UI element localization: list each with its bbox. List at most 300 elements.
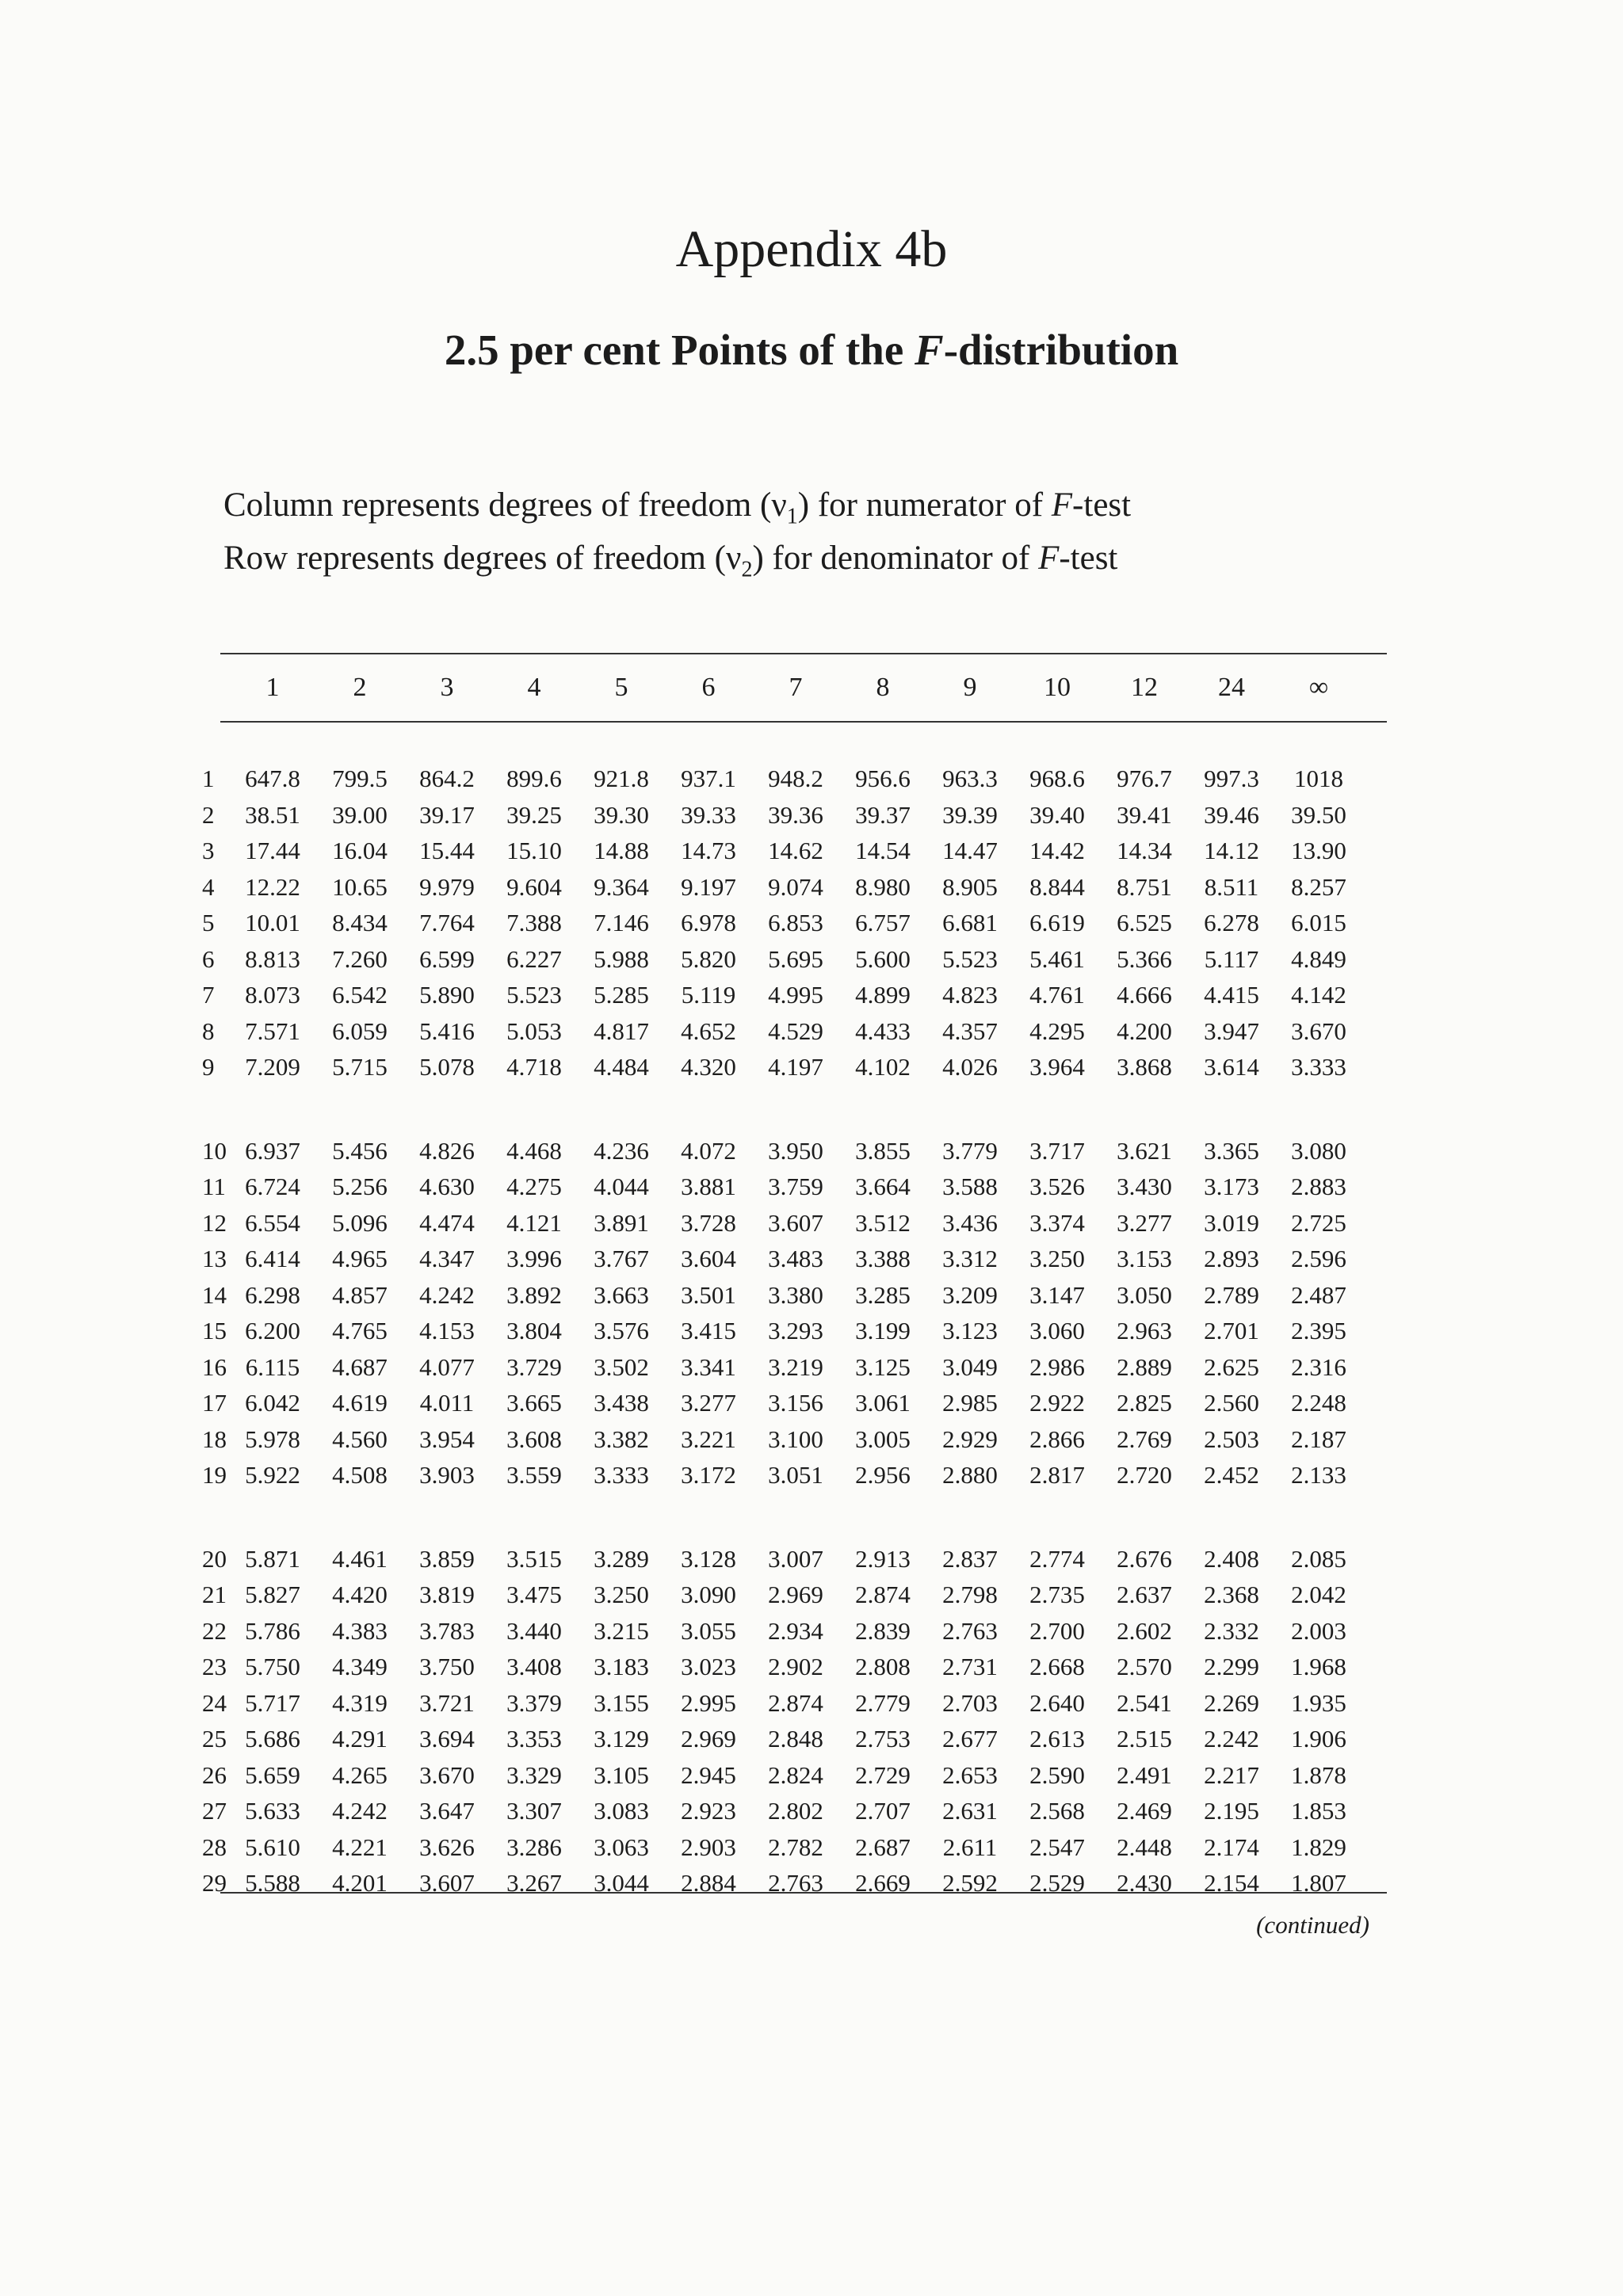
table-cell: 1.906 xyxy=(1291,1725,1346,1753)
table-cell: 864.2 xyxy=(419,765,475,792)
table-cell: 3.090 xyxy=(681,1581,736,1608)
table-cell: 2.945 xyxy=(681,1760,736,1789)
table-cell: 3.576 xyxy=(594,1317,649,1344)
top-rule xyxy=(220,653,1387,654)
table-cell: 2.487 xyxy=(1291,1280,1346,1309)
table-cell: 7.764 xyxy=(419,909,475,936)
table-row xyxy=(202,1865,1362,1901)
table-cell: 6.525 xyxy=(1117,909,1172,936)
table-cell: 6.542 xyxy=(332,981,388,1009)
table-cell: 3.049 xyxy=(942,1352,998,1381)
table-cell: 3.954 xyxy=(419,1425,475,1453)
table-cell: 2.763 xyxy=(768,1869,823,1897)
table-cell: 2.922 xyxy=(1029,1389,1085,1417)
column-header: 2 xyxy=(353,673,367,702)
table-cell: 3.061 xyxy=(855,1389,911,1417)
table-cell: 3.329 xyxy=(506,1760,562,1789)
table-cell: 6.853 xyxy=(768,909,823,936)
table-row xyxy=(202,1577,1362,1613)
table-cell: 3.779 xyxy=(942,1136,998,1165)
table-cell: 3.005 xyxy=(855,1425,911,1453)
table-cell: 3.621 xyxy=(1117,1136,1172,1165)
table-cell: 2.808 xyxy=(855,1653,911,1680)
table-cell: 3.868 xyxy=(1117,1053,1172,1081)
table-cell: 4.153 xyxy=(419,1317,475,1344)
column-header: 6 xyxy=(701,673,716,702)
table-cell: 2.187 xyxy=(1291,1425,1346,1453)
page-title: Appendix 4b xyxy=(675,220,948,278)
table-cell: 2.269 xyxy=(1204,1688,1259,1717)
table-cell: 3.892 xyxy=(506,1280,562,1309)
table-cell: 39.46 xyxy=(1204,800,1259,829)
table-cell: 647.8 xyxy=(245,765,300,792)
table-row xyxy=(202,1313,1362,1349)
table-cell: 3.173 xyxy=(1204,1173,1259,1200)
table-cell: 3.647 xyxy=(419,1797,475,1825)
table-cell: 963.3 xyxy=(942,765,998,792)
table-cell: 2.042 xyxy=(1291,1581,1346,1608)
table-cell: 4.291 xyxy=(332,1725,388,1753)
table-cell: 3.819 xyxy=(419,1581,475,1608)
block-spacer xyxy=(202,1085,1362,1133)
table-row xyxy=(202,977,1362,1013)
table-cell: 3.083 xyxy=(594,1797,649,1825)
table-cell: 10.01 xyxy=(245,909,300,936)
table-row xyxy=(202,1421,1362,1458)
table-cell: 3.060 xyxy=(1029,1317,1085,1344)
table-cell: 8.813 xyxy=(245,944,300,973)
table-row xyxy=(202,1277,1362,1314)
table-cell: 9.364 xyxy=(594,872,649,901)
table-cell: 15.10 xyxy=(506,837,562,864)
table-cell: 3.729 xyxy=(506,1352,562,1381)
table-cell: 3.512 xyxy=(855,1208,911,1237)
table-cell: 6.757 xyxy=(855,909,911,936)
table-cell: 4.529 xyxy=(768,1016,823,1045)
table-cell: 8.073 xyxy=(245,981,300,1009)
table-cell: 8.980 xyxy=(855,872,911,901)
table-cell: 948.2 xyxy=(768,765,823,792)
table-cell: 3.380 xyxy=(768,1280,823,1309)
table-cell: 3.215 xyxy=(594,1616,649,1645)
table-cell: 3.155 xyxy=(594,1688,649,1717)
table-cell: 39.40 xyxy=(1029,800,1085,829)
table-cell: 5.256 xyxy=(332,1173,388,1200)
table-cell: 5.988 xyxy=(594,944,649,973)
table-row xyxy=(202,1241,1362,1277)
table-cell: 4.461 xyxy=(332,1544,388,1573)
table-cell: 4.857 xyxy=(332,1280,388,1309)
spacer-cell xyxy=(202,1493,1362,1541)
row-header: 5 xyxy=(202,909,215,936)
table-cell: 3.199 xyxy=(855,1317,911,1344)
column-header: 1 xyxy=(265,673,280,702)
table-cell: 1.968 xyxy=(1291,1653,1346,1680)
table-cell: 3.750 xyxy=(419,1653,475,1680)
table-cell: 9.979 xyxy=(419,872,475,901)
table-cell: 3.007 xyxy=(768,1544,823,1573)
table-cell: 4.508 xyxy=(332,1461,388,1489)
table-cell: 3.515 xyxy=(506,1544,562,1573)
table-cell: 2.003 xyxy=(1291,1616,1346,1645)
table-cell: 2.779 xyxy=(855,1688,911,1717)
table-cell: 4.077 xyxy=(419,1352,475,1381)
row-header: 17 xyxy=(202,1389,227,1417)
table-cell: 17.44 xyxy=(245,837,300,864)
table-cell: 6.015 xyxy=(1291,909,1346,936)
table-cell: 38.51 xyxy=(245,800,300,829)
table-cell: 3.105 xyxy=(594,1760,649,1789)
desc1-sub: 1 xyxy=(786,504,798,529)
table-cell: 5.786 xyxy=(245,1616,300,1645)
table-row xyxy=(202,905,1362,941)
table-cell: 3.128 xyxy=(681,1544,736,1573)
table-row xyxy=(202,1385,1362,1421)
table-cell: 9.604 xyxy=(506,872,562,901)
corner-cell xyxy=(202,662,229,713)
table-cell: 3.286 xyxy=(506,1833,562,1861)
desc2-post: -test xyxy=(1059,539,1118,577)
desc1-italic: F xyxy=(1051,486,1073,524)
table-cell: 4.201 xyxy=(332,1869,388,1897)
table-cell: 2.720 xyxy=(1117,1461,1172,1489)
table-cell: 8.511 xyxy=(1204,872,1259,901)
table-cell: 5.871 xyxy=(245,1544,300,1573)
table-cell: 2.729 xyxy=(855,1760,911,1789)
table-row xyxy=(202,1133,1362,1169)
table-cell: 4.420 xyxy=(332,1581,388,1608)
table-cell: 7.571 xyxy=(245,1016,300,1045)
table-cell: 4.484 xyxy=(594,1053,649,1081)
table-cell: 8.257 xyxy=(1291,872,1346,901)
table-cell: 4.995 xyxy=(768,981,823,1009)
row-header: 25 xyxy=(202,1725,227,1753)
table-cell: 4.652 xyxy=(681,1016,736,1045)
table-row xyxy=(202,833,1362,869)
table-cell: 2.934 xyxy=(768,1616,823,1645)
table-cell: 2.986 xyxy=(1029,1352,1085,1381)
table-cell: 2.669 xyxy=(855,1869,911,1897)
table-cell: 2.923 xyxy=(681,1797,736,1825)
table-cell: 2.332 xyxy=(1204,1616,1259,1645)
table-cell: 4.242 xyxy=(332,1797,388,1825)
f-distribution-table xyxy=(202,662,1362,1901)
table-cell: 2.195 xyxy=(1204,1797,1259,1825)
table-cell: 2.430 xyxy=(1117,1869,1172,1897)
table-cell: 3.333 xyxy=(1291,1053,1346,1081)
desc2-italic: F xyxy=(1038,539,1060,577)
table-cell: 14.47 xyxy=(942,837,998,864)
table-cell: 2.969 xyxy=(681,1725,736,1753)
table-cell: 937.1 xyxy=(681,765,736,792)
table-cell: 4.383 xyxy=(332,1616,388,1645)
table-cell: 3.129 xyxy=(594,1725,649,1753)
row-header: 3 xyxy=(202,837,215,864)
table-cell: 3.277 xyxy=(1117,1208,1172,1237)
table-cell: 4.044 xyxy=(594,1173,649,1200)
table-description xyxy=(223,485,1131,590)
table-cell: 3.341 xyxy=(681,1352,736,1381)
table-cell: 6.227 xyxy=(506,944,562,973)
table-cell: 1018 xyxy=(1294,765,1343,792)
table-cell: 5.659 xyxy=(245,1760,300,1789)
table-cell: 39.41 xyxy=(1117,800,1172,829)
table-cell: 4.121 xyxy=(506,1208,562,1237)
table-cell: 39.37 xyxy=(855,800,911,829)
table-cell: 3.172 xyxy=(681,1461,736,1489)
table-row xyxy=(202,1013,1362,1050)
table-cell: 3.728 xyxy=(681,1208,736,1237)
row-header: 8 xyxy=(202,1016,215,1045)
table-cell: 2.782 xyxy=(768,1833,823,1861)
table-cell: 3.855 xyxy=(855,1136,911,1165)
table-cell: 2.769 xyxy=(1117,1425,1172,1453)
row-header: 24 xyxy=(202,1688,227,1717)
table-cell: 2.839 xyxy=(855,1616,911,1645)
table-cell: 3.221 xyxy=(681,1425,736,1453)
table-cell: 3.019 xyxy=(1204,1208,1259,1237)
table-cell: 4.275 xyxy=(506,1173,562,1200)
table-cell: 2.541 xyxy=(1117,1688,1172,1717)
table-cell: 3.996 xyxy=(506,1245,562,1272)
table-cell: 2.248 xyxy=(1291,1389,1346,1417)
table-cell: 2.701 xyxy=(1204,1317,1259,1344)
table-cell: 3.147 xyxy=(1029,1280,1085,1309)
table-cell: 3.608 xyxy=(506,1425,562,1453)
table-cell: 3.388 xyxy=(855,1245,911,1272)
table-cell: 5.096 xyxy=(332,1208,388,1237)
table-cell: 2.596 xyxy=(1291,1245,1346,1272)
table-cell: 3.374 xyxy=(1029,1208,1085,1237)
table-cell: 899.6 xyxy=(506,765,562,792)
table-cell: 2.995 xyxy=(681,1688,736,1717)
table-cell: 39.00 xyxy=(332,800,388,829)
table-cell: 8.905 xyxy=(942,872,998,901)
row-header: 10 xyxy=(202,1136,227,1165)
row-header: 14 xyxy=(202,1280,227,1309)
table-cell: 2.560 xyxy=(1204,1389,1259,1417)
table-row xyxy=(202,1829,1362,1866)
table-cell: 6.042 xyxy=(245,1389,300,1417)
table-cell: 3.289 xyxy=(594,1544,649,1573)
table-cell: 997.3 xyxy=(1204,765,1259,792)
table-cell: 2.883 xyxy=(1291,1173,1346,1200)
table-cell: 3.415 xyxy=(681,1317,736,1344)
table-cell: 4.560 xyxy=(332,1425,388,1453)
table-cell: 3.209 xyxy=(942,1280,998,1309)
row-header: 23 xyxy=(202,1653,227,1680)
table-row xyxy=(202,941,1362,978)
table-cell: 5.053 xyxy=(506,1016,562,1045)
table-cell: 2.676 xyxy=(1117,1544,1172,1573)
row-header: 27 xyxy=(202,1797,227,1825)
column-header: ∞ xyxy=(1308,673,1329,702)
table-cell: 3.050 xyxy=(1117,1280,1172,1309)
table-cell: 2.903 xyxy=(681,1833,736,1861)
table-cell: 4.200 xyxy=(1117,1016,1172,1045)
row-header: 22 xyxy=(202,1616,227,1645)
row-header: 4 xyxy=(202,872,215,901)
table-cell: 2.824 xyxy=(768,1760,823,1789)
row-header: 9 xyxy=(202,1053,215,1081)
table-row xyxy=(202,1757,1362,1794)
table-cell: 2.731 xyxy=(942,1653,998,1680)
table-cell: 4.011 xyxy=(419,1389,475,1417)
block-spacer xyxy=(202,713,1362,761)
table-cell: 6.059 xyxy=(332,1016,388,1045)
table-cell: 3.023 xyxy=(681,1653,736,1680)
table-cell: 3.353 xyxy=(506,1725,562,1753)
table-cell: 2.316 xyxy=(1291,1352,1346,1381)
table-cell: 3.694 xyxy=(419,1725,475,1753)
table-row xyxy=(202,1049,1362,1085)
table-cell: 3.183 xyxy=(594,1653,649,1680)
table-cell: 3.759 xyxy=(768,1173,823,1200)
table-cell: 3.285 xyxy=(855,1280,911,1309)
table-cell: 2.547 xyxy=(1029,1833,1085,1861)
table-row xyxy=(202,1457,1362,1493)
table-cell: 39.25 xyxy=(506,800,562,829)
table-cell: 5.523 xyxy=(942,944,998,973)
table-cell: 4.295 xyxy=(1029,1016,1085,1045)
table-cell: 2.902 xyxy=(768,1653,823,1680)
table-cell: 2.133 xyxy=(1291,1461,1346,1489)
table-cell: 3.670 xyxy=(1291,1016,1346,1045)
table-cell: 5.695 xyxy=(768,944,823,973)
table-cell: 3.607 xyxy=(419,1869,475,1897)
table-cell: 4.357 xyxy=(942,1016,998,1045)
row-header: 11 xyxy=(202,1173,226,1200)
desc1-pre: Column represents degrees of freedom (ν xyxy=(223,486,787,524)
table-cell: 4.474 xyxy=(419,1208,475,1237)
table-cell: 14.62 xyxy=(768,837,823,864)
table-cell: 4.320 xyxy=(681,1053,736,1081)
table-row xyxy=(202,797,1362,833)
table-cell: 5.416 xyxy=(419,1016,475,1045)
column-header: 24 xyxy=(1218,673,1245,702)
table-cell: 2.848 xyxy=(768,1725,823,1753)
column-header: 10 xyxy=(1044,673,1071,702)
table-cell: 3.767 xyxy=(594,1245,649,1272)
table-row xyxy=(202,1793,1362,1829)
subtitle-italic-f: F xyxy=(915,326,944,374)
table-cell: 6.978 xyxy=(681,909,736,936)
table-cell: 976.7 xyxy=(1117,765,1172,792)
table-cell: 3.526 xyxy=(1029,1173,1085,1200)
table-cell: 6.554 xyxy=(245,1208,300,1237)
row-header: 15 xyxy=(202,1317,227,1344)
table-cell: 14.42 xyxy=(1029,837,1085,864)
table-cell: 14.88 xyxy=(594,837,649,864)
row-header: 19 xyxy=(202,1461,227,1489)
table-cell: 10.65 xyxy=(332,872,388,901)
table-cell: 6.298 xyxy=(245,1280,300,1309)
table-cell: 4.319 xyxy=(332,1688,388,1717)
table-cell: 3.665 xyxy=(506,1389,562,1417)
table-cell: 3.438 xyxy=(594,1389,649,1417)
table-cell: 4.072 xyxy=(681,1136,736,1165)
table-cell: 39.36 xyxy=(768,800,823,829)
table-cell: 3.947 xyxy=(1204,1016,1259,1045)
table-cell: 5.523 xyxy=(506,981,562,1009)
subtitle-pre: 2.5 per cent Points of the xyxy=(444,326,915,374)
table-cell: 3.664 xyxy=(855,1173,911,1200)
table-cell: 16.04 xyxy=(332,837,388,864)
table-cell: 2.613 xyxy=(1029,1725,1085,1753)
table-cell: 3.333 xyxy=(594,1461,649,1489)
table-cell: 4.630 xyxy=(419,1173,475,1200)
row-header: 18 xyxy=(202,1425,227,1453)
table-cell: 2.969 xyxy=(768,1581,823,1608)
row-header: 6 xyxy=(202,944,215,973)
row-header: 13 xyxy=(202,1245,227,1272)
table-cell: 3.717 xyxy=(1029,1136,1085,1165)
table-cell: 3.783 xyxy=(419,1616,475,1645)
table-cell: 5.633 xyxy=(245,1797,300,1825)
table-cell: 2.687 xyxy=(855,1833,911,1861)
table-cell: 1.829 xyxy=(1291,1833,1346,1861)
row-header: 16 xyxy=(202,1352,227,1381)
table-cell: 3.365 xyxy=(1204,1136,1259,1165)
column-header: 7 xyxy=(789,673,803,702)
table-cell: 2.707 xyxy=(855,1797,911,1825)
table-cell: 5.750 xyxy=(245,1653,300,1680)
table-cell: 7.260 xyxy=(332,944,388,973)
table-cell: 3.051 xyxy=(768,1461,823,1489)
table-cell: 7.388 xyxy=(506,909,562,936)
table-cell: 3.502 xyxy=(594,1352,649,1381)
table-cell: 39.17 xyxy=(419,800,475,829)
table-cell: 3.436 xyxy=(942,1208,998,1237)
table-cell: 2.700 xyxy=(1029,1616,1085,1645)
row-header: 28 xyxy=(202,1833,227,1861)
table-cell: 2.448 xyxy=(1117,1833,1172,1861)
table-row xyxy=(202,1349,1362,1386)
table-cell: 4.899 xyxy=(855,981,911,1009)
row-header: 12 xyxy=(202,1208,227,1237)
table-cell: 2.874 xyxy=(768,1688,823,1717)
table-cell: 3.277 xyxy=(681,1389,736,1417)
table-cell: 2.174 xyxy=(1204,1833,1259,1861)
table-cell: 6.414 xyxy=(245,1245,300,1272)
table-cell: 1.853 xyxy=(1291,1797,1346,1825)
table-cell: 921.8 xyxy=(594,765,649,792)
table-cell: 2.625 xyxy=(1204,1352,1259,1381)
table-cell: 4.026 xyxy=(942,1053,998,1081)
table-cell: 3.607 xyxy=(768,1208,823,1237)
table-cell: 3.382 xyxy=(594,1425,649,1453)
table-cell: 5.890 xyxy=(419,981,475,1009)
table-cell: 2.653 xyxy=(942,1760,998,1789)
table-cell: 4.666 xyxy=(1117,981,1172,1009)
table-row xyxy=(202,1721,1362,1757)
desc1-post: -test xyxy=(1072,486,1132,524)
table-cell: 3.626 xyxy=(419,1833,475,1861)
table-cell: 2.408 xyxy=(1204,1544,1259,1573)
table-cell: 2.866 xyxy=(1029,1425,1085,1453)
table-cell: 39.50 xyxy=(1291,800,1346,829)
table-cell: 2.242 xyxy=(1204,1725,1259,1753)
table-cell: 5.820 xyxy=(681,944,736,973)
table-cell: 3.475 xyxy=(506,1581,562,1608)
column-header: 12 xyxy=(1131,673,1158,702)
column-header: 5 xyxy=(614,673,628,702)
table-cell: 6.681 xyxy=(942,909,998,936)
table-cell: 4.142 xyxy=(1291,981,1346,1009)
table-cell: 3.156 xyxy=(768,1389,823,1417)
table-cell: 4.687 xyxy=(332,1352,388,1381)
description-line-columns xyxy=(223,485,1131,538)
